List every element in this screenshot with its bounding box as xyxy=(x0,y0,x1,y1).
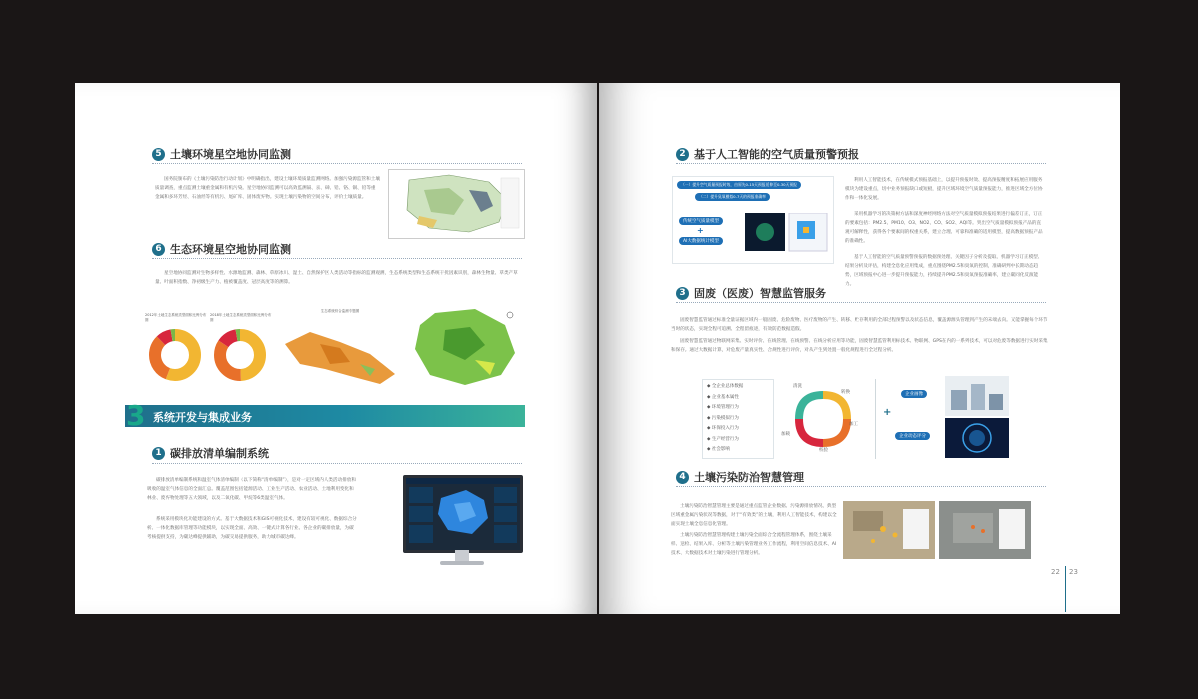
divider-vertical xyxy=(875,379,876,459)
section-2-paragraph-3: 基于人工智能的空气质量预警预报的数据预处理、关键因子分析及提取、机器学习订正模型、结果分析及评估，构建全息化应用集成，重点围绕PM2.5和臭氧的控制，准确研判中长期动态趋势，区域预报中心进一步提升预报能力，持续提升PM2.5和臭氧预报准确率，建立碳同化反演能力。 xyxy=(845,255,1043,287)
section-number-badge: 1 xyxy=(152,447,165,460)
image-graphic xyxy=(945,376,1009,416)
section-1-paragraph-1: 碳排放清单编制系统和温室气体清单编制（以下简称“清单编制”），是对一定区域内人类活动排放和吸收的温室气体信息的全面汇总。覆盖范围包括能源活动、工业生产活动、农业活动、土地利用变化和林业、废弃物处理等五大领域，以及二氧化碳、甲烷等6类温室气体。 xyxy=(147,478,356,501)
right-page xyxy=(599,83,1120,614)
chart-title: 2012年土地生态系统类型面积比例分布图 xyxy=(145,313,207,322)
diagram-goal-1: （一）提升空气质量预报时效，由原先0-15天预报延伸至0-30天预报 xyxy=(677,181,801,189)
chapter-number: 3 xyxy=(126,399,146,432)
list-item: ◆ 全企业总体数据 xyxy=(707,384,744,389)
section-title: 土壤污染防治智慧管理 xyxy=(694,471,804,484)
donut-chart-2018 xyxy=(210,313,274,388)
section-1-paragraph-2: 系统采用模块化功能建设的方式。基于大数据技术和GIS可视化技术，建设有较可视化、数据综合分析、一体化数据库管理等功能模块，以实现全面、高效、一键式计算各行业、各企业的碳排放量，为碳考核提供支持，为碳达峰提供辅助，为碳交易提供服务，助力城市碳达峰。 xyxy=(147,517,357,540)
section-5-heading xyxy=(152,146,291,162)
cycle-label: 加工 xyxy=(849,422,858,427)
section-1-heading xyxy=(152,445,269,461)
list-item: ◆ 企业基本属性 xyxy=(707,394,739,400)
divider xyxy=(676,486,1046,487)
chapter-banner xyxy=(125,405,525,427)
map-graphic xyxy=(389,170,524,238)
cycle-label: 加载 xyxy=(781,432,790,437)
section-6-heading xyxy=(152,241,291,257)
section-4-paragraph-1: 土壤污染防治智慧管理主要是通过重点监管企业数据、污染源排放情况、典型区域重金属污染状况等数据，对于“有效类”的土壤，利用人工智能技术，构建以全面实现土壤全息信息化管理。 xyxy=(671,504,837,527)
section-title: 生态环境星空地协同监测 xyxy=(170,243,291,256)
diagram-goal-2: （二）提升臭氧模拟0-7天的预报准确率 xyxy=(695,193,770,201)
soil-satellite-image-2 xyxy=(939,501,1031,559)
monitor-screen xyxy=(403,475,523,553)
section-number-badge: 2 xyxy=(676,148,689,161)
section-title: 土壤环境星空地协同监测 xyxy=(170,148,291,161)
section-3-heading xyxy=(676,285,826,301)
ecosystem-map xyxy=(280,309,400,389)
section-number-badge: 3 xyxy=(676,287,689,300)
list-item: ◆ 环境管理行为 xyxy=(707,405,739,410)
image-graphic xyxy=(843,501,935,559)
map-graphic xyxy=(280,314,400,388)
soil-satellite-image-1 xyxy=(843,501,935,559)
enterprise-score-image xyxy=(945,418,1009,458)
diagram-plus: + xyxy=(883,407,892,418)
divider xyxy=(676,302,1046,303)
soil-monitoring-map xyxy=(388,169,525,239)
donut-graphic xyxy=(210,325,274,389)
cycle-label: 转换 xyxy=(841,390,850,395)
vegetation-map xyxy=(405,305,520,391)
section-5-text: 国务院颁布的《土壤污染防治行动计划》中明确指出，建设土壤环境质量监测网络。加强污染源监管和土壤质量调查，重点监测土壤重金属和有机污染。星空地协同监测可以高效监测镉、汞、砷、铅、铬、铜、铅等重金属和多环芳烃、石油烃等有机污、尾矿库、固体废弃物。实现土壤污染物的空间分布，评价土壤质量。 xyxy=(155,177,380,200)
output-enterprise-profile: 企业画像 xyxy=(901,390,927,398)
section-2-heading xyxy=(676,146,859,162)
donut-chart-2012 xyxy=(145,313,209,388)
list-item: ◆ 污染模拟行为 xyxy=(707,415,739,421)
ai-forecast-diagram xyxy=(672,176,834,264)
section-number-badge: 4 xyxy=(676,471,689,484)
section-title: 碳排放清单编制系统 xyxy=(170,447,269,460)
section-6-text: 星空地协同监测对生物多样性、水源地监测、森林、草原冰川、湿土、自然保护区人类活动等指标的监测观测，生态系统类型和生态系统干扰因素识别，森林生物量、草类产草量、叶面积指数、净初级生产力、植被覆盖度、冠层高度等的测算。 xyxy=(155,271,518,285)
chapter-title: 系统开发与集成业务 xyxy=(153,411,252,424)
left-page xyxy=(75,83,597,614)
map-graphic xyxy=(405,305,520,391)
section-number-badge: 5 xyxy=(152,148,165,161)
cycle-arrows-graphic xyxy=(779,381,869,457)
page-number-divider xyxy=(1065,566,1066,612)
data-category-list xyxy=(702,379,774,459)
image-graphic xyxy=(945,418,1009,458)
section-title: 基于人工智能的空气质量预警预报 xyxy=(694,148,859,161)
section-number-badge: 6 xyxy=(152,243,165,256)
monitor-stand xyxy=(440,561,484,565)
data-processing-cycle xyxy=(779,381,869,457)
cycle-label: 清洗 xyxy=(793,384,802,389)
divider xyxy=(152,463,522,464)
divider xyxy=(152,163,522,164)
divider xyxy=(676,163,1046,164)
section-3-paragraph-2: 固废智慧监管通过物联网采集、实时评价、在线管理、在线预警、在线分析应用等功能，固废智慧监管利用标技术、物联网、GPS在内的一系列技术，可以对危废等数据进行实时采集和保存。通过大数据计算，对危废产量真实性、合规性进行评价，对从产生到处置一般化规程进行全过程分析。 xyxy=(671,339,1048,353)
section-3-paragraph-1: 固废智慧监管通过标准全量证据区域内一般固废、危险废物、医疗废物的产生、转移、贮存利用的全部过程预警以及状态信息，覆盖源源头管理到产生的末端去向。又能掌握每个环节当时的状态，实现全程可追溯、全程留痕迹，有效防范数据造假。 xyxy=(671,318,1048,332)
diagram-plus: + xyxy=(697,226,704,235)
page-number-right: 23 xyxy=(1069,568,1078,576)
section-4-paragraph-2: 土壤污染防治智慧管理构建土壤污染全面综合全流程管理体系，围绕土壤采样、送检、结果入库、分析等土壤污染管理业务工作流程，利用空间信息技术、AI技术、大数据技术对土壤污染进行管理分析。 xyxy=(671,533,837,556)
list-item: ◆ 环保投入行为 xyxy=(707,426,739,431)
diagram-model-ai: AI大数据统计模型 xyxy=(679,237,723,245)
diagram-output-graphic xyxy=(745,213,829,255)
divider xyxy=(152,258,522,259)
section-2-paragraph-2: 采用机器学习的决策树方法和深度神经网络方法对空气质量模拟预报结果进行偏差订正，订正的要素包括：PM2.5、PM10、O3、NO2、CO、SO2、AQI等。突出空气质量模拟预报产品的直观可解释性，获得各个要素间的权重关系，建立合理、可靠和准确的适用模型，提高数据预报产品的准确性。 xyxy=(845,212,1043,244)
output-enterprise-score: 企业动态评分 xyxy=(895,432,930,440)
chart-title: 2018年土地生态系统类型面积比例分布图 xyxy=(210,313,272,322)
section-4-heading xyxy=(676,469,804,485)
donut-graphic xyxy=(145,325,209,389)
dashboard-graphic xyxy=(406,478,520,550)
image-graphic xyxy=(939,501,1031,559)
section-2-paragraph-1: 利用人工智能技术，在传统模式预报基础上，以提升预报时效、提高预报精度和拓展应用服务模块为建设重点，切中业务预报缺口或短板，提升区域环境空气质量预报能力，推进区域全方位协作和一体化发展。 xyxy=(845,178,1043,201)
enterprise-profile-image xyxy=(945,376,1009,416)
diagram-model-traditional: 传统空气质量模型 xyxy=(679,217,723,225)
map-title: 生态系统综合监测专题图 xyxy=(320,309,360,313)
page-number-left: 22 xyxy=(1051,568,1060,576)
list-item: ◆ 生产经营行为 xyxy=(707,436,739,442)
section-title: 固废（医废）智慧监管服务 xyxy=(694,287,826,300)
cycle-label: 校验 xyxy=(819,448,828,453)
list-item: ◆ 社会影响 xyxy=(707,447,730,452)
